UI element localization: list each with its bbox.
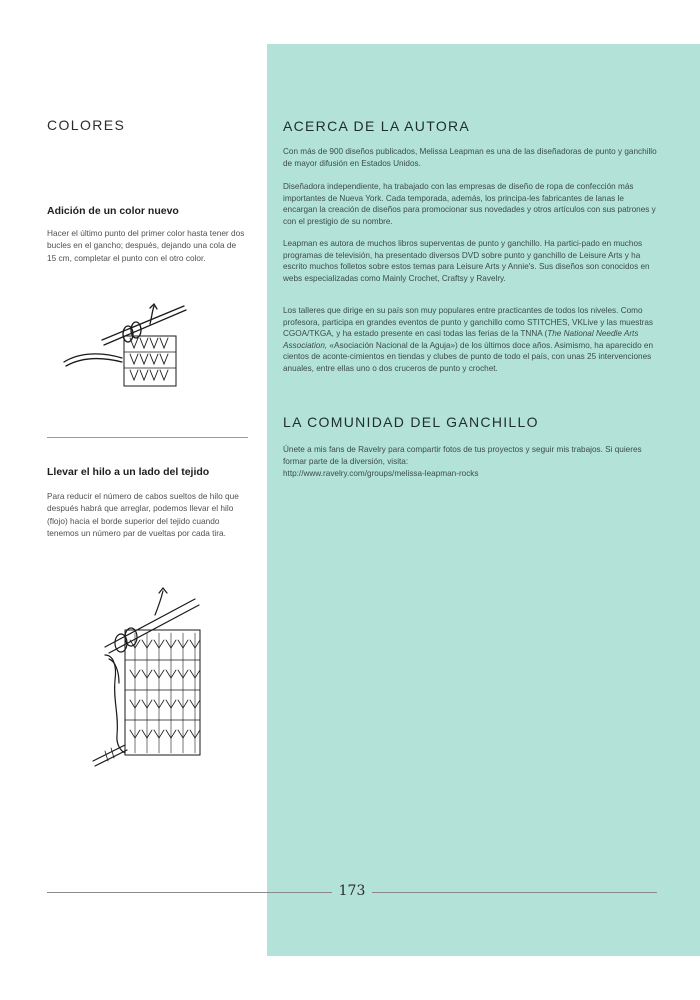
page-number: 173: [338, 883, 366, 899]
about-paragraph-4-part-b: «Asociación Nacional de la Aguja») de los últimos doce años. Asimismo, ha aparecido en cientos de aconte-cimientos en tiendas y clubes de punto de todo el país, con unas 25 intervenciones anuales, entre ellas uno o dos cruceros de punto y crochet.: [283, 340, 654, 373]
text-add-new-color: Hacer el último punto del primer color hasta tener dos bucles en el gancho; después, dejando una cola de 15 cm, completar el punto con el otro color.: [47, 228, 245, 263]
about-author-title: ACERCA DE LA AUTORA: [283, 118, 471, 134]
about-paragraph-3: Leapman es autora de muchos libros superventas de punto y ganchillo. Ha partici-pado en muchos programas de televisión, ha presentado diversos DVD sobre punto y ganchillo de Leisure Arts y ha escrito muchos folletos sobre estos temas para Leisure Arts y Annie's. Sus diseños son conocidos en webs especializadas como Mainly Crochet, Craftsy y Ravelry.: [283, 239, 650, 283]
community-title: LA COMUNIDAD DEL GANCHILLO: [283, 414, 539, 430]
community-text: Únete a mis fans de Ravelry para compartir fotos de tus proyectos y seguir mis trabajos. Si quieres formar parte de la diversión, visita:: [283, 445, 642, 466]
about-paragraph-1: Con más de 900 diseños publicados, Melissa Leapman es una de las diseñadoras de punto y ganchillo de mayor difusión en Estados Unidos.: [283, 147, 657, 168]
crochet-carry-yarn-illustration: [75, 585, 225, 770]
community-url-link[interactable]: http://www.ravelry.com/groups/melissa-leapman-rocks: [283, 469, 479, 478]
footer-rule-right: [372, 892, 657, 893]
heading-add-new-color: Adición de un color nuevo: [47, 205, 179, 217]
left-column-divider: [47, 437, 248, 438]
section-title-colores: COLORES: [47, 117, 126, 133]
footer-rule-left: [47, 892, 332, 893]
about-paragraph-4: [283, 305, 660, 375]
about-paragraph-4-italic: The National Needle Arts Association,: [283, 329, 639, 350]
about-paragraph-4-part-a: Los talleres que dirige en su país son muy populares entre practicantes de todos los niveles. Como profesora, participa en grandes eventos de punto y ganchillo como STITCHES, VKLive y las muestras CGOA/TKGA, y ha estado presente en casi todas las ferias de la TNNA (: [283, 306, 653, 339]
heading-carry-yarn: Llevar el hilo a un lado del tejido: [47, 466, 210, 478]
about-paragraph-2: Diseñadora independiente, ha trabajado con las empresas de diseño de ropa de confección más importantes de Nueva York. Cada temporada, además, los principa-les fabricantes de lanas le encargan la creación de diseños para promocionar sus novedades y otros artículos con sus patrones y con el prestigio de su nombre.: [283, 182, 656, 226]
crochet-new-color-illustration: [62, 300, 192, 390]
text-carry-yarn: Para reducir el número de cabos sueltos de hilo que después habrá que arreglar, podemos llevar el hilo (flojo) hacia el borde superior del tejido cuando tenemos un número par de vueltas por cada tira.: [47, 491, 239, 538]
